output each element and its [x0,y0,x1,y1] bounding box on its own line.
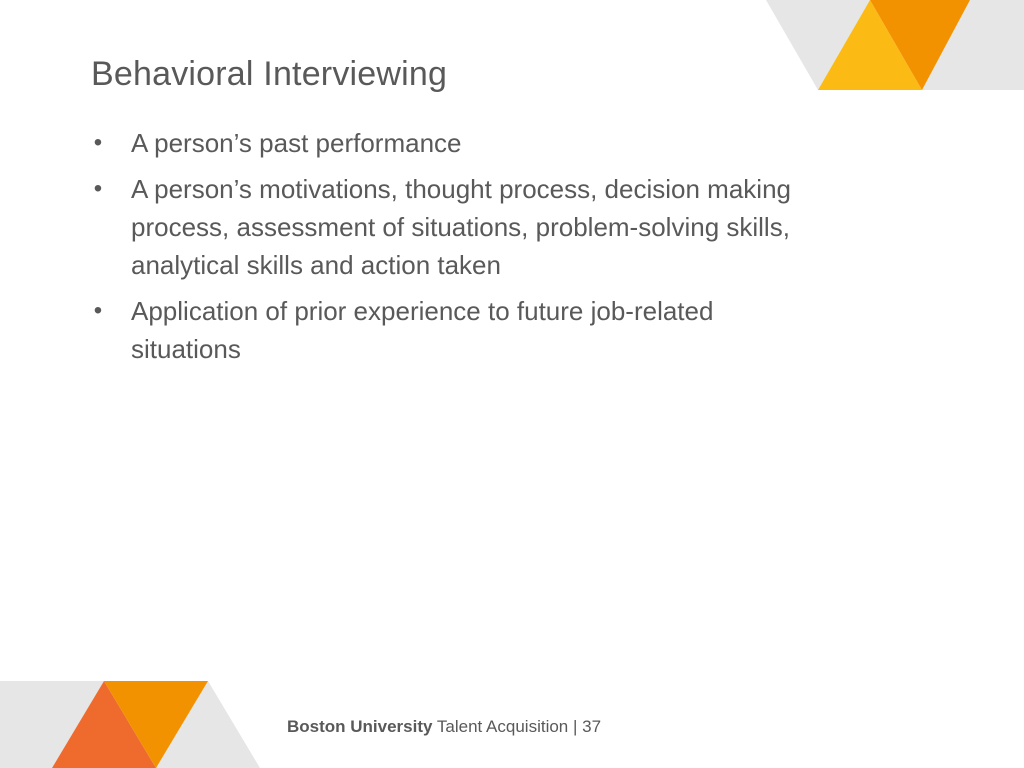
bullet-text: A person’s past performance [131,128,462,158]
bullet-text: A person’s motivations, thought process, decision making process, assessment of situations, problem-solving skills, analytical skills and action taken [131,174,791,280]
footer-organization: Boston University [287,717,433,736]
footer-page-number: 37 [582,717,602,736]
slide-title: Behavioral Interviewing [91,55,448,93]
footer-department: Talent Acquisition [436,717,569,736]
bullet-text: Application of prior experience to future job-related situations [131,296,714,364]
bullet-marker: • [93,297,103,324]
bullet-marker: • [93,175,103,202]
bullet-list [91,124,791,376]
bullet-marker: • [93,129,103,156]
footer-separator: | [573,717,578,736]
bullet-item [91,124,791,162]
bullet-item [91,292,791,368]
bullet-item [91,170,791,284]
slide-footer [287,717,601,737]
